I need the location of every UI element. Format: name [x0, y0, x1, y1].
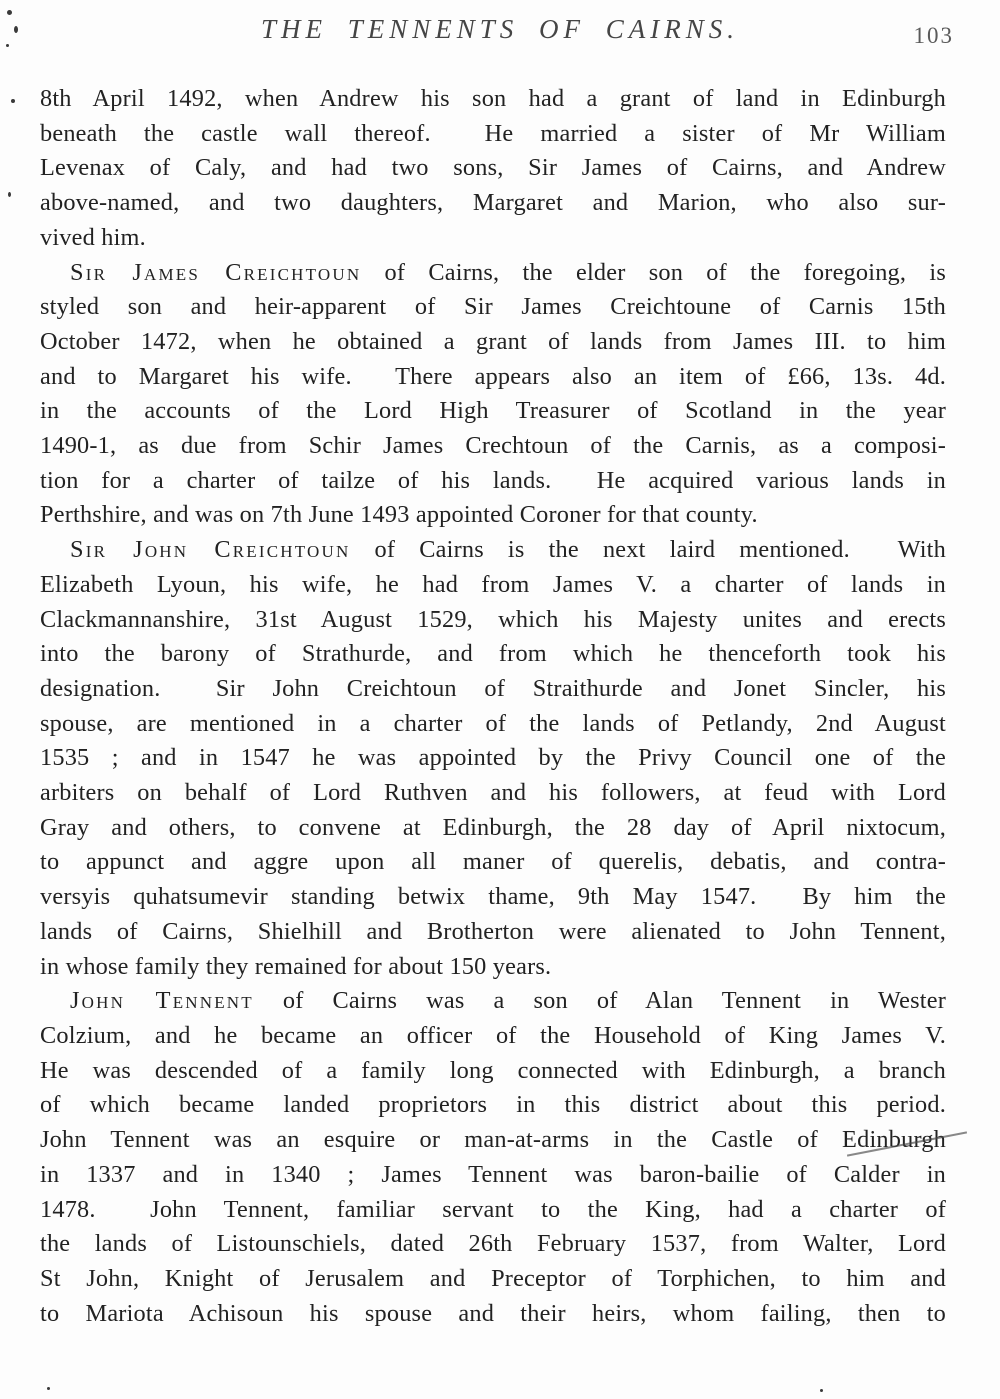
text-line: He was descended of a family long connected with Edinburgh, a branch	[40, 1056, 946, 1084]
text-line: Levenax of Caly, and had two sons, Sir James of Cairns, and Andrew	[40, 154, 946, 182]
text-line: beneath the castle wall thereof. He married a sister of Mr William	[40, 119, 946, 147]
text-line: 1478. John Tennent, familiar servant to the King, had a charter of	[40, 1195, 946, 1223]
text-line: and to Margaret his wife. There appears also an item of £66, 13s. 4d.	[40, 362, 946, 390]
scan-speckle	[47, 1387, 50, 1390]
scan-speckle	[8, 192, 11, 197]
text-line: tion for a charter of tailze of his lands. He acquired various lands in	[40, 466, 946, 494]
text-line: 1490-1, as due from Schir James Crechtoun of the Carnis, as a composi-	[40, 432, 946, 460]
scan-speckle	[11, 99, 15, 103]
text-line: Colzium, and he became an officer of the Household of King James V.	[40, 1021, 946, 1049]
scan-speckle	[6, 44, 9, 47]
smallcaps-name: Sir John Creichtoun	[70, 536, 351, 564]
body-text	[40, 82, 946, 1331]
text-line: in the accounts of the Lord High Treasurer of Scotland in the year	[40, 397, 946, 425]
text-line: spouse, are mentioned in a charter of the lands of Petlandy, 2nd August	[40, 709, 946, 737]
text-line: versyis quhatsumevir standing betwix thame, 9th May 1547. By him the	[40, 883, 946, 911]
text-line: arbiters on behalf of Lord Ruthven and his followers, at feud with Lord	[40, 779, 946, 807]
paragraph	[40, 984, 946, 1331]
text-line: the lands of Listounschiels, dated 26th February 1537, from Walter, Lord	[40, 1230, 946, 1258]
scan-speckle	[14, 26, 18, 33]
smallcaps-name: Sir James Creichtoun	[70, 258, 362, 286]
text-line: in 1337 and in 1340 ; James Tennent was baron-bailie of Calder in	[40, 1160, 946, 1188]
text-line: to appunct and aggre upon all maner of querelis, debatis, and contra-	[40, 848, 946, 876]
paragraph	[40, 256, 946, 534]
text-line: lands of Cairns, Shielhill and Brotherton were alienated to John Tennent,	[40, 917, 946, 945]
paragraph	[40, 82, 946, 256]
page-title: THE TENNENTS OF CAIRNS.	[260, 14, 740, 44]
scan-speckle	[7, 10, 12, 15]
text-line: vived him.	[40, 223, 146, 251]
text-line: John Tennent of Cairns was a son of Alan Tennent in Wester	[70, 987, 946, 1015]
text-line: October 1472, when he obtained a grant of lands from James III. to him	[40, 327, 946, 355]
text-line: to Mariota Achisoun his spouse and their heirs, whom failing, then to	[40, 1299, 946, 1327]
text-line: 8th April 1492, when Andrew his son had a grant of land in Edinburgh	[40, 85, 946, 112]
text-line: John Tennent was an esquire or man-at-arms in the Castle of Edinburgh	[40, 1126, 946, 1154]
text-line: Gray and others, to convene at Edinburgh, the 28 day of April nixtocum,	[40, 813, 946, 841]
text-line: styled son and heir-apparent of Sir James Creichtoune of Carnis 15th	[40, 293, 946, 321]
text-line: Elizabeth Lyoun, his wife, he had from James V. a charter of lands in	[40, 570, 946, 598]
scan-speckle	[820, 1389, 823, 1392]
text-line: designation. Sir John Creichtoun of Straithurde and Jonet Sincler, his	[40, 674, 946, 702]
text-line: Perthshire, and was on 7th June 1493 appointed Coroner for that county.	[40, 501, 758, 529]
smallcaps-name: John Tennent	[70, 987, 254, 1015]
text-line: 1535 ; and in 1547 he was appointed by the Privy Council one of the	[40, 744, 946, 772]
text-line: of which became landed proprietors in this district about this period.	[40, 1091, 946, 1119]
text-line: above-named, and two daughters, Margaret and Marion, who also sur-	[40, 189, 946, 217]
text-line: Sir John Creichtoun of Cairns is the next laird mentioned. With	[70, 536, 946, 564]
text-line: Clackmannanshire, 31st August 1529, which his Majesty unites and erects	[40, 605, 946, 633]
page-number: 103	[913, 23, 954, 48]
text-line: into the barony of Strathurde, and from which he thenceforth took his	[40, 640, 946, 668]
text-line: Sir James Creichtoun of Cairns, the elder son of the foregoing, is	[70, 258, 946, 286]
running-header	[0, 14, 1000, 54]
paragraph	[40, 533, 946, 984]
text-line: in whose family they remained for about 150 years.	[40, 952, 552, 980]
text-line: St John, Knight of Jerusalem and Preceptor of Torphichen, to him and	[40, 1264, 946, 1292]
